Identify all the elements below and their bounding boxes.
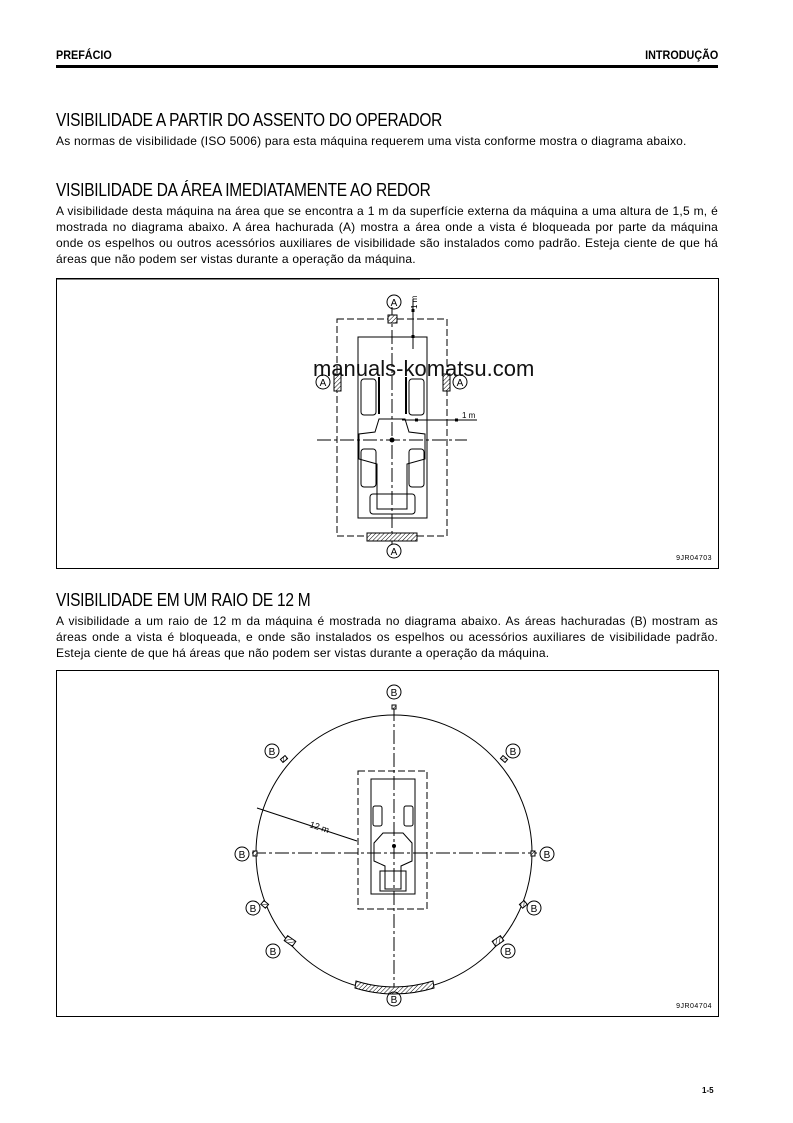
callout-b: B — [530, 904, 538, 915]
section-title-operator-seat: VISIBILIDADE A PARTIR DO ASSENTO DO OPERADOR — [56, 110, 443, 130]
dimension-1m-vertical: 1 m — [410, 295, 419, 309]
callout-a-rear: A — [390, 547, 398, 558]
section-body-operator-seat: As normas de visibilidade (ISO 5006) para esta máquina requerem uma vista conforme mostra o diagrama abaixo. — [56, 134, 687, 148]
callout-b: B — [268, 747, 276, 758]
section-title-12m-radius: VISIBILIDADE EM UM RAIO DE 12 M — [56, 590, 311, 610]
watermark: manuals-komatsu.com — [313, 356, 535, 381]
diagram-12m-visibility — [56, 670, 719, 1017]
callout-a-front: A — [390, 298, 398, 309]
callout-b: B — [249, 904, 257, 915]
callout-b: B — [238, 850, 246, 861]
callout-a-left: A — [319, 378, 327, 389]
section-body-surrounding-area: A visibilidade desta máquina na área que se encontra a 1 m da superfície externa da máquina a uma altura de 1,5 m, é mostrada no diagrama abaixo. A área hachurada (A) mostra a área onde a vista é bloqueada por parte da máquina onde os espelhos ou outros acessórios auxiliares de visibilidade são instalados como padrão. Esteja ciente de que há áreas que não podem ser vistas durante a operação da máquina. — [56, 204, 718, 266]
section-title-surrounding-area: VISIBILIDADE DA ÁREA IMEDIATAMENTE AO REDOR — [56, 180, 431, 200]
diagram-1m-visibility — [56, 278, 719, 569]
callout-b: B — [504, 947, 512, 958]
dimension-12m-radius: 12 m — [308, 819, 331, 836]
figure-code: 9JR04703 — [676, 555, 712, 562]
machine-12m-diagram — [57, 671, 718, 1016]
header-rule — [56, 65, 718, 68]
callout-a-right: A — [456, 378, 464, 389]
dimension-1m-horizontal: 1 m — [462, 411, 476, 420]
header-chapter-title: INTRODUÇÃO — [644, 48, 718, 62]
header-section-title: PREFÁCIO — [56, 48, 112, 62]
page-number: 1-5 — [702, 1086, 714, 1095]
callout-b: B — [269, 947, 277, 958]
callout-b: B — [509, 747, 517, 758]
callout-b: B — [390, 995, 398, 1006]
callout-b: B — [390, 688, 398, 699]
section-body-12m-radius: A visibilidade a um raio de 12 m da máquina é mostrada no diagrama abaixo. As áreas hachuradas (B) mostram as áreas onde a vista é bloqueada, e onde são instalados os espelhos ou acessórios auxiliares de visibilidade padrão. Esteja ciente de que há áreas que não podem ser vistas durante a operação da máquina. — [56, 614, 718, 660]
callout-b: B — [543, 850, 551, 861]
figure-code: 9JR04704 — [676, 1003, 712, 1010]
machine-1m-diagram — [57, 279, 718, 568]
